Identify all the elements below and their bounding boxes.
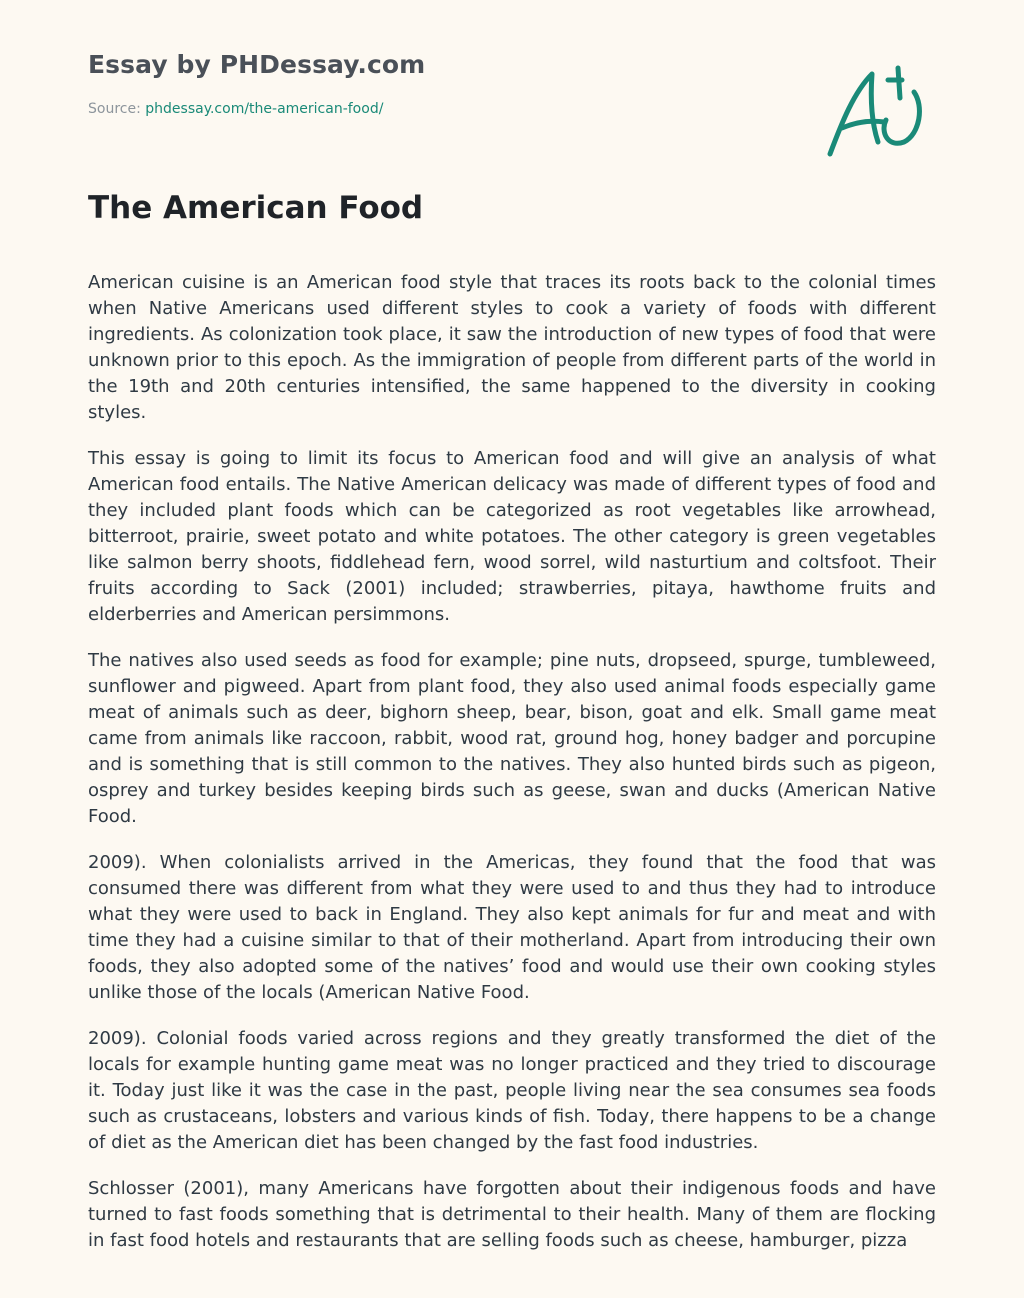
essay-paragraph: American cuisine is an American food style that traces its roots back to the colonial times when Native Americans used different styles to cook a variety of foods with different ingredients. As colonization took place, it saw the introduction of new types of food that were unknown prior to this epoch. As the immigration of people from different parts of the world in the 19th and 20th centuries intensified, the same happened to the diversity in cooking styles. — [88, 272, 936, 423]
source-label: Source: — [88, 101, 146, 117]
essay-title: The American Food — [88, 190, 424, 226]
brand-title: Essay by PHDessay.com — [88, 50, 426, 79]
essay-paragraph: This essay is going to limit its focus to American food and will give an analysis of what American food entails. The Native American delicacy was made of different types of food and they included plant foods which can be categorized as root vegetables like arrowhead, bitterroot, prairie, sweet potato and white potatoes. The other category is green vegetables like salmon berry shoots, fiddlehead fern, wood sorrel, wild nasturtium and coltsfoot. Their fruits according to Sack (2001) included; strawberries, pitaya, hawthome fruits and elderberries and American persimmons. — [88, 448, 936, 625]
essay-paragraph: The natives also used seeds as food for example; pine nuts, dropseed, spurge, tumbleweed, sunflower and pigweed. Apart from plant food, they also used animal foods especially game meat of animals such as deer, bighorn sheep, bear, bison, goat and elk. Small game meat came from animals like raccoon, rabbit, wood rat, ground hog, honey badger and porcupine and is something that is still common to the natives. They also hunted birds such as pigeon, osprey and turkey besides keeping birds such as geese, swan and ducks (American Native Food. — [88, 650, 936, 827]
essay-body — [88, 270, 936, 1274]
source-line — [88, 101, 383, 117]
source-link[interactable]: phdessay.com/the-american-food/ — [145, 101, 384, 117]
essay-paragraph: 2009). Colonial foods varied across regions and they greatly transformed the diet of the locals for example hunting game meat was no longer practiced and they tried to discourage it. Today just like it was the case in the past, people living near the sea consumes sea foods such as crustaceans, lobsters and various kinds of fish. Today, there happens to be a change of diet as the American diet has been changed by the fast food industries. — [88, 1028, 936, 1153]
essay-paragraph: 2009). When colonialists arrived in the Americas, they found that the food that was consumed there was different from what they were used to and thus they had to introduce what they were used to back in England. They also kept animals for fur and meat and with time they had a cuisine similar to that of their motherland. Apart from introducing their own foods, they also adopted some of the natives’ food and would use their own cooking styles unlike those of the locals (American Native Food. — [88, 852, 936, 1003]
essay-paragraph: Schlosser (2001), many Americans have forgotten about their indigenous foods and have turned to fast foods something that is detrimental to their health. Many of them are flocking in fast food hotels and restaurants that are selling foods such as cheese, hamburger, pizza — [88, 1178, 936, 1251]
a-plus-grade-icon — [820, 62, 930, 162]
